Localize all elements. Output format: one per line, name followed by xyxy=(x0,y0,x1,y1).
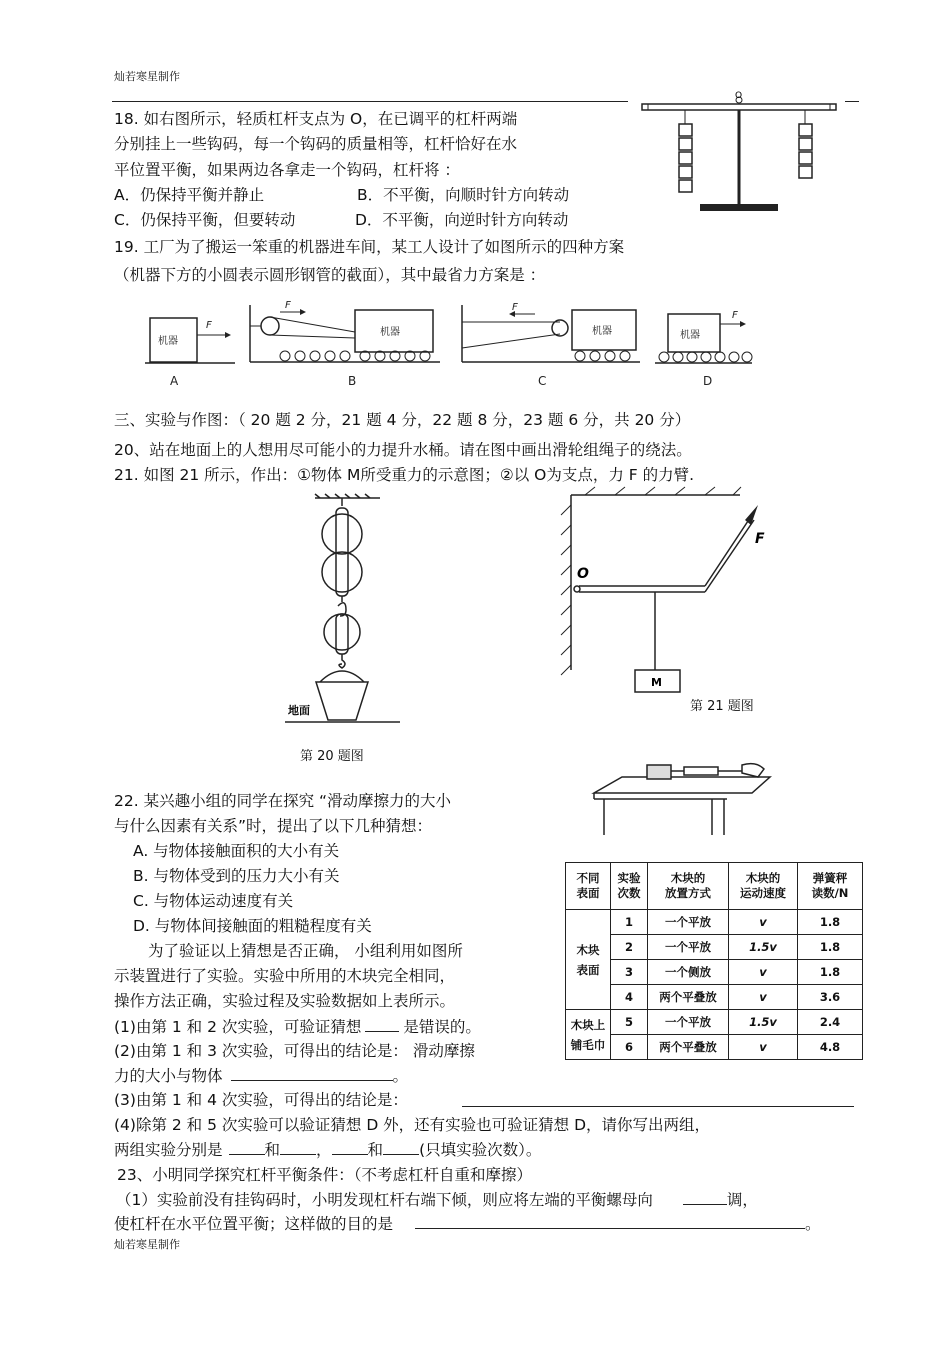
q23-line1-tail: 调， xyxy=(726,1191,758,1209)
q22-sub-4-tail: (只填实验次数）。 xyxy=(419,1141,542,1159)
q23-line2-tail: 。 xyxy=(805,1215,821,1233)
speed: 1.5v xyxy=(729,1010,798,1035)
q18-line3: 平位置平衡，如果两边各拿走一个钩码，杠杆将 ： xyxy=(114,161,460,179)
machine-label-c: 机器 xyxy=(592,326,612,337)
q22-guess-d: D. 与物体间接触面的粗糙程度有关 xyxy=(133,917,372,935)
q22-sub-2-cont: 力的大小与物体 。 xyxy=(114,1064,408,1087)
answer-blank[interactable] xyxy=(683,1188,727,1205)
force-label-a: F xyxy=(206,320,212,331)
q22-sub-2-text: 力的大小与物体 xyxy=(114,1067,223,1085)
answer-blank[interactable] xyxy=(280,1138,316,1155)
reading: 1.8 xyxy=(798,960,863,985)
trial-number: 1 xyxy=(611,910,648,935)
q22-sub-4-cont xyxy=(114,1138,541,1161)
q18-option-a: A．仍保持平衡并静止 xyxy=(114,186,265,204)
speed: 1.5v xyxy=(729,935,798,960)
placement: 两个平叠放 xyxy=(648,985,729,1010)
reading: 4.8 xyxy=(798,1035,863,1060)
q22-sub-3 xyxy=(114,1089,408,1111)
q20-caption: 第 20 题图 xyxy=(300,749,364,764)
table-row xyxy=(566,1035,863,1060)
scheme-label-c: C xyxy=(538,374,547,388)
q22-line1: 22. 某兴趣小组的同学在探究 “滑动摩擦力的大小 xyxy=(114,792,452,810)
q23-line2 xyxy=(114,1212,821,1235)
q18-option-c: C．仍保持平衡，但要转动 xyxy=(114,211,296,229)
q22-guess-a: A. 与物体接触面积的大小有关 xyxy=(133,842,340,860)
scheme-label-a: A xyxy=(170,374,179,388)
force-label-d: F xyxy=(732,310,738,321)
q18-line1: 18. 如右图所示，轻质杠杆支点为 O，在已调平的杠杆两端 xyxy=(114,110,518,128)
and-label: 和 xyxy=(367,1141,384,1159)
q19-schemes-figure xyxy=(140,300,760,395)
table-header: 弹簧秤 读数/N xyxy=(798,863,863,910)
answer-blank[interactable] xyxy=(365,1015,399,1032)
q22-guess-c: C. 与物体运动速度有关 xyxy=(133,892,294,910)
table-header-row xyxy=(566,863,863,910)
trial-number: 6 xyxy=(611,1035,648,1060)
table-header: 木块的 放置方式 xyxy=(648,863,729,910)
machine-label-b: 机器 xyxy=(380,327,400,338)
q22-line2: 与什么因素有关系”时，提出了以下几种猜想： xyxy=(114,817,433,835)
table-row xyxy=(566,935,863,960)
placement: 两个平叠放 xyxy=(648,1035,729,1060)
trial-number: 2 xyxy=(611,935,648,960)
speed: v xyxy=(729,1035,798,1060)
placement: 一个平放 xyxy=(648,910,729,935)
q22-sub-4: (4)除第 2 和 5 次实验可以验证猜想 D 外，还有实验也可验证猜想 D，请你写出两组， xyxy=(114,1116,711,1134)
section-3-heading: 三、实验与作图：（ 20 题 2 分，21 题 4 分，22 题 8 分，23 题 6 分，共 20 分） xyxy=(114,411,691,429)
comma-label: ， xyxy=(316,1141,332,1159)
mass-m-label: M xyxy=(651,676,662,689)
lever-pivot-label: O xyxy=(735,91,743,101)
reading: 3.6 xyxy=(798,985,863,1010)
q22-guess-b: B. 与物体受到的压力大小有关 xyxy=(133,867,340,885)
answer-blank[interactable] xyxy=(383,1138,419,1155)
q21-text: 21. 如图 21 所示，作出：①物体 M所受重力的示意图；②以 O为支点，力 F 的力臂. xyxy=(114,466,695,484)
q18-line2: 分别挂上一些钩码，每一个钩码的质量相等，杠杆恰好在水 xyxy=(114,135,518,153)
page-header: 灿若寒星制作 xyxy=(114,70,180,83)
force-label-c: F xyxy=(512,302,518,313)
placement: 一个侧放 xyxy=(648,960,729,985)
q19-line1: 19. 工厂为了搬运一笨重的机器进车间，某工人设计了如图所示的四种方案 xyxy=(114,238,625,256)
friction-apparatus-figure xyxy=(592,755,772,840)
ground-label: 地面 xyxy=(288,704,310,717)
speed: v xyxy=(729,985,798,1010)
q19-line2: （机器下方的小圆表示圆形钢管的截面），其中最省力方案是 ： xyxy=(114,266,546,284)
scheme-label-d: D xyxy=(703,374,713,388)
answer-blank[interactable] xyxy=(229,1138,265,1155)
pulley-figure xyxy=(280,494,410,734)
answer-blank[interactable] xyxy=(415,1212,805,1229)
force-label-b: F xyxy=(285,300,291,311)
q20-text: 20、站在地面上的人想用尽可能小的力提升水桶。请在图中画出滑轮组绳子的绕法。 xyxy=(114,441,692,459)
reading: 2.4 xyxy=(798,1010,863,1035)
force-f-label: F xyxy=(755,531,765,547)
q22-para-1: 为了验证以上猜想是否正确， 小组利用如图所 xyxy=(148,942,463,960)
and-label: 和 xyxy=(264,1141,281,1159)
table-row xyxy=(566,910,863,935)
pivot-o-label: O xyxy=(577,566,589,582)
surface-cell: 木块 表面 xyxy=(566,910,611,1010)
table-row xyxy=(566,1010,863,1035)
q18-option-d: D．不平衡，向逆时针方向转动 xyxy=(355,211,569,229)
trial-number: 4 xyxy=(611,985,648,1010)
reading: 1.8 xyxy=(798,910,863,935)
trial-number: 5 xyxy=(611,1010,648,1035)
answer-blank[interactable] xyxy=(462,1106,854,1107)
q22-sub-4-text: 两组实验分别是 xyxy=(114,1141,223,1159)
q21-caption: 第 21 题图 xyxy=(690,699,754,714)
answer-blank[interactable] xyxy=(231,1064,393,1081)
table-row xyxy=(566,985,863,1010)
scheme-label-b: B xyxy=(348,374,357,388)
page-footer: 灿若寒星制作 xyxy=(114,1238,180,1251)
q22-sub-3-text: (3)由第 1 和 4 次实验，可得出的结论是： xyxy=(114,1091,408,1109)
speed: v xyxy=(729,960,798,985)
table-header: 实验 次数 xyxy=(611,863,648,910)
machine-label-d: 机器 xyxy=(680,330,700,341)
q23-line1 xyxy=(116,1188,758,1211)
q23-title: 23、小明同学探究杠杆平衡条件：（不考虑杠杆自重和摩擦） xyxy=(117,1166,532,1184)
placement: 一个平放 xyxy=(648,935,729,960)
table-row xyxy=(566,960,863,985)
q22-sub-1-text: (1)由第 1 和 2 次实验，可验证猜想 xyxy=(114,1018,362,1036)
reading: 1.8 xyxy=(798,935,863,960)
header-rule xyxy=(112,101,628,102)
header-rule-right xyxy=(845,101,859,102)
answer-blank[interactable] xyxy=(332,1138,368,1155)
q22-sub-2: (2)由第 1 和 3 次实验，可得出的结论是： 滑动摩擦 xyxy=(114,1042,475,1060)
table-header: 木块的 运动速度 xyxy=(729,863,798,910)
surface-cell: 木块上 铺毛巾 xyxy=(566,1010,611,1060)
speed: v xyxy=(729,910,798,935)
table-header: 不同 表面 xyxy=(566,863,611,910)
q22-sub-1 xyxy=(114,1015,481,1038)
lever-arm-figure xyxy=(555,490,795,705)
trial-number: 3 xyxy=(611,960,648,985)
lever-figure xyxy=(640,92,840,217)
experiment-table xyxy=(565,862,863,1060)
q18-option-b: B．不平衡，向顺时针方向转动 xyxy=(357,186,570,204)
q23-line1-text: （1）实验前没有挂钩码时，小明发现杠杆右端下倾，则应将左端的平衡螺母向 xyxy=(116,1191,653,1209)
machine-label-a: 机器 xyxy=(158,336,178,347)
q22-para-3: 操作方法正确，实验过程及实验数据如上表所示。 xyxy=(114,992,456,1010)
q22-sub-1-tail: 是错误的。 xyxy=(403,1018,481,1036)
q23-line2-text: 使杠杆在水平位置平衡；这样做的目的是 xyxy=(114,1215,394,1233)
placement: 一个平放 xyxy=(648,1010,729,1035)
q22-para-2: 示装置进行了实验。实验中所用的木块完全相同， xyxy=(114,967,456,985)
